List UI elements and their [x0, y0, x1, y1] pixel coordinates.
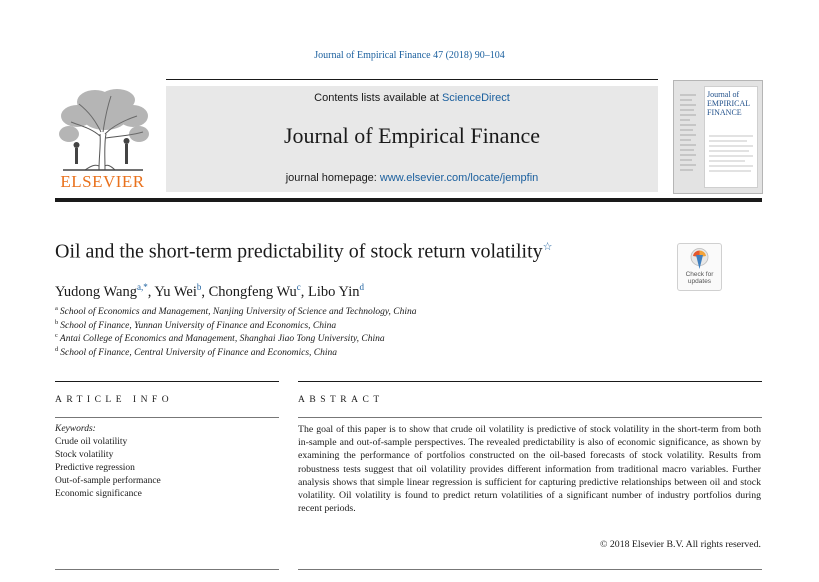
affiliation-text: School of Finance, Central University of Finance and Economics, China — [60, 347, 338, 358]
author-affiliation-mark[interactable]: b — [196, 282, 202, 292]
keyword-item: Economic significance — [55, 489, 142, 499]
affiliation-mark: c — [55, 332, 58, 339]
author-separator: , — [201, 283, 209, 300]
author-name[interactable]: Yudong Wang — [55, 283, 137, 300]
homepage-line — [166, 172, 658, 184]
article-info-rule — [55, 417, 279, 418]
check-for-updates-button[interactable] — [677, 243, 722, 291]
article-title — [55, 240, 553, 264]
journal-masthead — [166, 86, 658, 192]
affiliation-mark: b — [55, 318, 59, 326]
publisher-name: ELSEVIER — [60, 172, 145, 191]
abstract-heading: ABSTRACT — [298, 395, 384, 405]
check-for-updates-icon — [690, 247, 709, 270]
affiliation-item — [55, 319, 417, 333]
header-bottom-rule — [55, 198, 762, 202]
journal-citation[interactable]: Journal of Empirical Finance 47 (2018) 90–104 — [314, 50, 505, 61]
journal-cover-thumbnail[interactable] — [673, 80, 763, 194]
author-separator: , — [147, 283, 155, 300]
author-affiliation-mark[interactable]: c — [296, 282, 301, 292]
journal-homepage-link[interactable]: www.elsevier.com/locate/jempfin — [379, 172, 539, 184]
copyright-notice: © 2018 Elsevier B.V. All rights reserved. — [600, 539, 761, 550]
affiliation-item — [55, 346, 417, 360]
affiliation-mark: d — [55, 345, 59, 353]
author-name[interactable]: Yu Wei — [154, 283, 197, 300]
abstract-rule — [298, 417, 762, 418]
abstract-text: The goal of this paper is to show that crude oil volatility is predictive of stock volatility in the short-term from both in-sample and out-of-sample perspectives. The revealed predictability is also of economic significance, as shown by examining the performance of portfolios constructed on the oil-based forecasts of stock volatility. Results from robustness tests suggest that oil volatility provides different information from traditional macro variables. Further analysis shows that simple linear regression is sufficient for capturing predictive relationships between oil and stock volatility. Oil volatility is found to predict return volatilities of a significant number of industry portfolios during recent periods. — [298, 424, 761, 515]
author-list — [55, 282, 364, 301]
author-separator: , — [300, 283, 309, 300]
title-footnote-mark[interactable]: ☆ — [542, 241, 553, 253]
abstract-top-rule — [298, 381, 762, 382]
cover-title: Journal of EMPIRICAL FINANCE — [707, 90, 750, 117]
author-affiliation-mark[interactable]: d — [359, 282, 364, 292]
header-top-rule — [166, 79, 658, 80]
affiliation-item — [55, 332, 417, 346]
keyword-item: Stock volatility — [55, 450, 114, 460]
cover-text-columns-icon — [678, 91, 698, 181]
article-info-bottom-rule — [55, 569, 279, 570]
keyword-item: Crude oil volatility — [55, 437, 128, 447]
homepage-prefix: journal homepage: — [285, 172, 380, 184]
check-for-updates-label: Check for updates — [685, 271, 714, 285]
sciencedirect-link[interactable]: ScienceDirect — [441, 92, 510, 104]
cover-contents-lines-icon — [709, 133, 753, 183]
contents-prefix: Contents lists available at — [314, 92, 442, 104]
author-affiliation-mark[interactable]: a,* — [136, 282, 148, 292]
affiliation-text: School of Economics and Management, Nanjing University of Science and Technology, China — [59, 307, 417, 318]
journal-title: Journal of Empirical Finance — [284, 123, 540, 148]
author-name[interactable]: Libo Yin — [308, 283, 360, 300]
contents-line — [166, 92, 658, 104]
affiliation-text: School of Finance, Yunnan University of Finance and Economics, China — [60, 320, 337, 331]
author-name[interactable]: Chongfeng Wu — [208, 283, 297, 300]
article-info-top-rule — [55, 381, 279, 382]
affiliation-text: Antai College of Economics and Management, Shanghai Jiao Tong University, China — [59, 334, 385, 345]
keyword-list — [55, 424, 161, 502]
article-info-heading: ARTICLE INFO — [55, 395, 174, 405]
keyword-item: Predictive regression — [55, 463, 135, 473]
abstract-bottom-rule — [298, 569, 762, 570]
keyword-item: Out-of-sample performance — [55, 476, 161, 486]
affiliation-mark: a — [55, 305, 58, 312]
keywords-label: Keywords: — [55, 424, 96, 434]
affiliation-list — [55, 305, 417, 359]
affiliation-item — [55, 305, 417, 319]
article-title-text: Oil and the short-term predictability of stock return volatility — [55, 240, 543, 263]
cover-page — [704, 86, 758, 188]
